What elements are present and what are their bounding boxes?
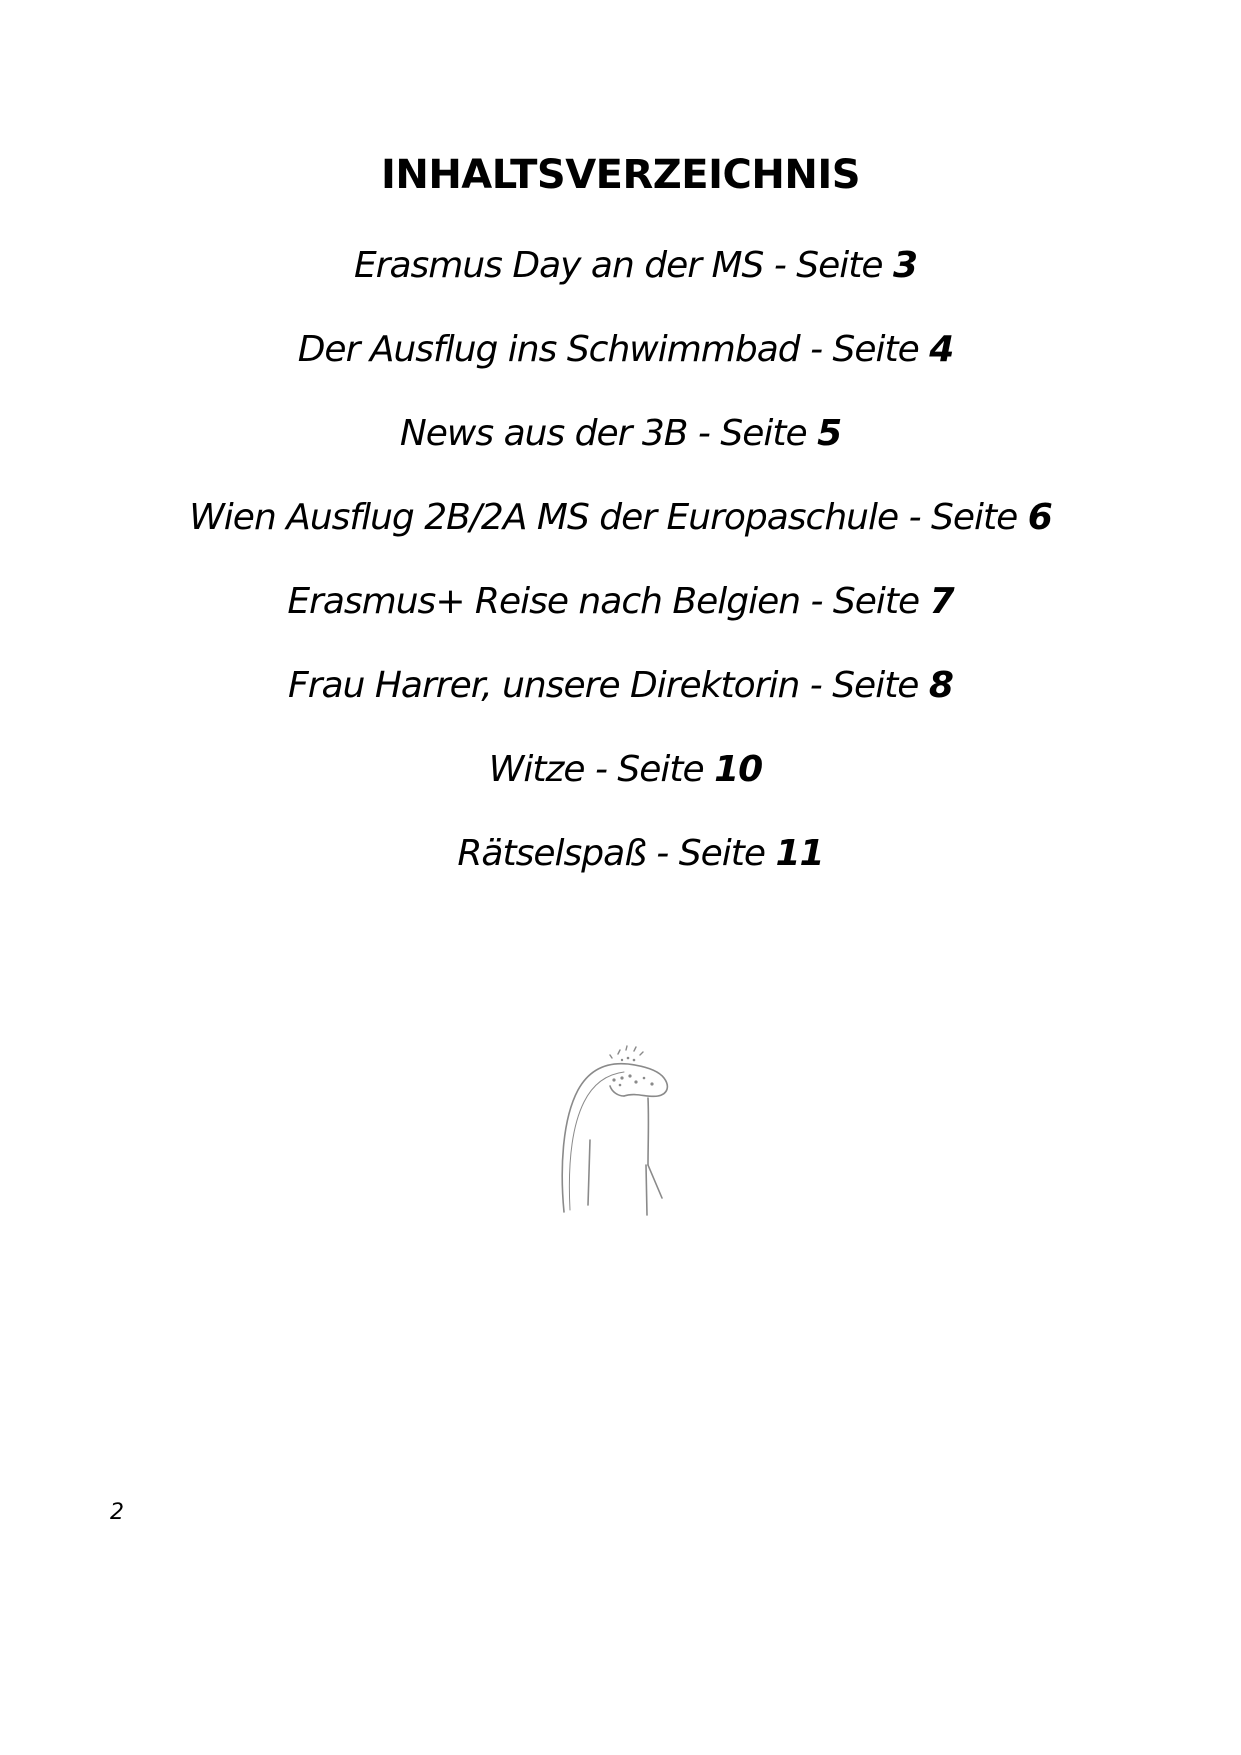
toc-entry-direktorin bbox=[0, 665, 1241, 706]
toc-entry-title: Erasmus+ Reise nach Belgien - Seite bbox=[287, 581, 930, 622]
toc-entry-schwimmbad bbox=[0, 329, 1241, 370]
toc-entry-raetselspass bbox=[0, 833, 1241, 874]
toc-entry-page: 4 bbox=[929, 329, 954, 370]
toc-entry-title: News aus der 3B - Seite bbox=[399, 413, 818, 454]
toc-entry-page: 6 bbox=[1027, 497, 1052, 538]
toc-entry-page: 3 bbox=[892, 245, 918, 286]
toc-entry-page: 7 bbox=[929, 581, 954, 622]
toc-entry-title: Frau Harrer, unsere Direktorin - Seite bbox=[288, 665, 929, 706]
toc-entry-page: 11 bbox=[775, 833, 824, 874]
page-title: INHALTSVERZEICHNIS bbox=[380, 152, 861, 198]
pencil-doodle-creature-icon bbox=[548, 1040, 698, 1220]
toc-entry-page: 5 bbox=[817, 413, 842, 454]
toc-entry-page: 8 bbox=[928, 665, 953, 706]
toc-entry-belgien bbox=[0, 581, 1241, 622]
toc-entry-title: Erasmus Day an der MS - Seite bbox=[353, 245, 893, 286]
toc-entry-page: 10 bbox=[714, 749, 763, 790]
toc-entry-erasmus-day bbox=[0, 245, 1241, 286]
toc-entry-news-3b bbox=[0, 413, 1241, 454]
toc-entry-title: Der Ausflug ins Schwimmbad - Seite bbox=[297, 329, 930, 370]
page-number: 2 bbox=[110, 1500, 124, 1525]
toc-entry-wien-ausflug bbox=[0, 497, 1241, 538]
toc-entry-title: Rätselspaß - Seite bbox=[457, 833, 776, 874]
toc-entry-title: Witze - Seite bbox=[488, 749, 715, 790]
toc-entry-title: Wien Ausflug 2B/2A MS der Europaschule - Seite bbox=[189, 497, 1028, 538]
toc-entry-witze bbox=[0, 749, 1241, 790]
